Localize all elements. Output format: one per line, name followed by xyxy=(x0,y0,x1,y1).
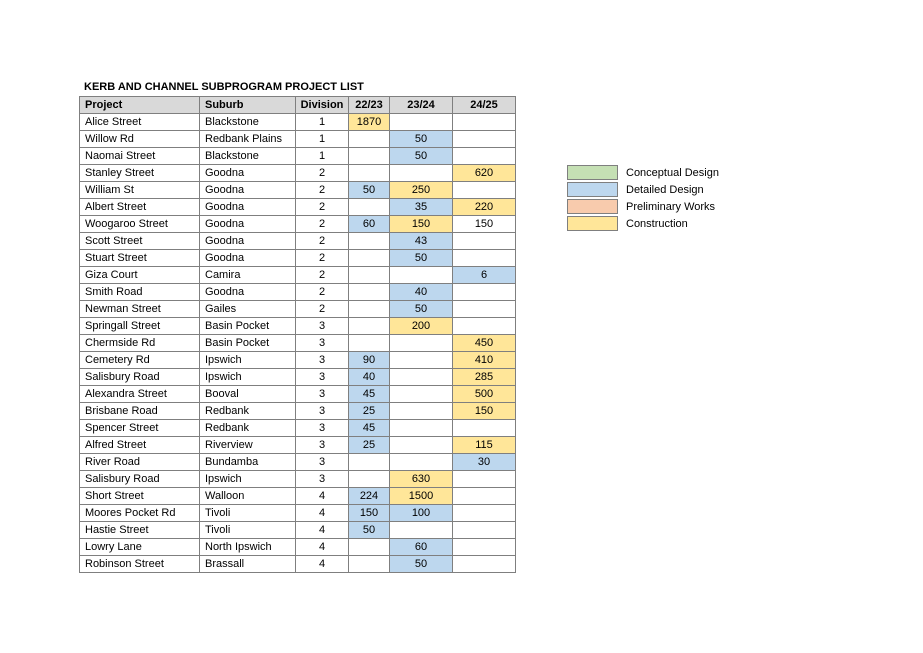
table-row xyxy=(80,165,516,182)
project-cell: Robinson Street xyxy=(80,556,200,573)
division-cell: 4 xyxy=(296,539,349,556)
division-cell: 4 xyxy=(296,505,349,522)
header-project: Project xyxy=(80,97,200,114)
year-22-23-cell: 50 xyxy=(349,182,390,199)
suburb-cell: Goodna xyxy=(200,165,296,182)
suburb-cell: Tivoli xyxy=(200,522,296,539)
year-23-24-cell xyxy=(390,454,453,471)
year-22-23-cell: 25 xyxy=(349,403,390,420)
suburb-cell: Redbank xyxy=(200,420,296,437)
suburb-cell: Redbank xyxy=(200,403,296,420)
legend-item-cd xyxy=(567,164,719,181)
project-cell: Scott Street xyxy=(80,233,200,250)
year-23-24-cell xyxy=(390,369,453,386)
year-23-24-cell xyxy=(390,267,453,284)
division-cell: 3 xyxy=(296,471,349,488)
project-cell: Lowry Lane xyxy=(80,539,200,556)
year-23-24-cell xyxy=(390,420,453,437)
year-22-23-cell xyxy=(349,335,390,352)
project-cell: Woogaroo Street xyxy=(80,216,200,233)
table-row xyxy=(80,318,516,335)
table-row xyxy=(80,454,516,471)
table-row xyxy=(80,148,516,165)
legend-swatch xyxy=(567,182,618,197)
year-23-24-cell xyxy=(390,165,453,182)
division-cell: 2 xyxy=(296,233,349,250)
suburb-cell: Goodna xyxy=(200,250,296,267)
project-cell: Hastie Street xyxy=(80,522,200,539)
table-row xyxy=(80,182,516,199)
year-22-23-cell xyxy=(349,471,390,488)
year-24-25-cell: 150 xyxy=(453,216,516,233)
division-cell: 2 xyxy=(296,250,349,267)
division-cell: 4 xyxy=(296,522,349,539)
suburb-cell: Goodna xyxy=(200,199,296,216)
table-row xyxy=(80,301,516,318)
year-22-23-cell: 25 xyxy=(349,437,390,454)
project-cell: Cemetery Rd xyxy=(80,352,200,369)
year-22-23-cell xyxy=(349,131,390,148)
year-24-25-cell: 410 xyxy=(453,352,516,369)
suburb-cell: Ipswich xyxy=(200,369,296,386)
year-24-25-cell xyxy=(453,250,516,267)
project-cell: Moores Pocket Rd xyxy=(80,505,200,522)
table-row xyxy=(80,216,516,233)
year-24-25-cell: 220 xyxy=(453,199,516,216)
year-22-23-cell xyxy=(349,233,390,250)
year-24-25-cell xyxy=(453,471,516,488)
table-row xyxy=(80,539,516,556)
year-22-23-cell xyxy=(349,267,390,284)
year-24-25-cell xyxy=(453,318,516,335)
table-body xyxy=(80,114,516,573)
legend-label: Preliminary Works xyxy=(626,200,716,213)
year-22-23-cell xyxy=(349,250,390,267)
suburb-cell: Blackstone xyxy=(200,148,296,165)
project-cell: Newman Street xyxy=(80,301,200,318)
project-cell: Stanley Street xyxy=(80,165,200,182)
suburb-cell: Redbank Plains xyxy=(200,131,296,148)
year-22-23-cell: 50 xyxy=(349,522,390,539)
year-22-23-cell: 45 xyxy=(349,386,390,403)
division-cell: 2 xyxy=(296,216,349,233)
project-cell: Short Street xyxy=(80,488,200,505)
page-title: KERB AND CHANNEL SUBPROGRAM PROJECT LIST xyxy=(84,81,364,93)
table-header-row xyxy=(80,97,516,114)
project-cell: Brisbane Road xyxy=(80,403,200,420)
year-22-23-cell xyxy=(349,454,390,471)
table-row xyxy=(80,369,516,386)
division-cell: 3 xyxy=(296,454,349,471)
year-23-24-cell: 250 xyxy=(390,182,453,199)
year-24-25-cell xyxy=(453,505,516,522)
table-row xyxy=(80,335,516,352)
year-24-25-cell xyxy=(453,284,516,301)
suburb-cell: Tivoli xyxy=(200,505,296,522)
header-division: Division xyxy=(296,97,349,114)
legend-label: Construction xyxy=(626,217,688,230)
project-cell: Smith Road xyxy=(80,284,200,301)
suburb-cell: Gailes xyxy=(200,301,296,318)
year-24-25-cell: 30 xyxy=(453,454,516,471)
year-22-23-cell xyxy=(349,199,390,216)
table-row xyxy=(80,403,516,420)
year-24-25-cell: 6 xyxy=(453,267,516,284)
table-row xyxy=(80,437,516,454)
year-23-24-cell: 43 xyxy=(390,233,453,250)
legend-swatch xyxy=(567,165,618,180)
division-cell: 3 xyxy=(296,369,349,386)
year-23-24-cell: 60 xyxy=(390,539,453,556)
year-22-23-cell: 150 xyxy=(349,505,390,522)
table-row xyxy=(80,556,516,573)
year-24-25-cell: 285 xyxy=(453,369,516,386)
suburb-cell: Booval xyxy=(200,386,296,403)
division-cell: 3 xyxy=(296,420,349,437)
year-24-25-cell: 150 xyxy=(453,403,516,420)
table-row xyxy=(80,420,516,437)
year-22-23-cell xyxy=(349,284,390,301)
table-row xyxy=(80,488,516,505)
year-22-23-cell: 60 xyxy=(349,216,390,233)
suburb-cell: Camira xyxy=(200,267,296,284)
year-24-25-cell xyxy=(453,556,516,573)
legend-label: Conceptual Design xyxy=(626,166,719,179)
year-23-24-cell: 40 xyxy=(390,284,453,301)
suburb-cell: Ipswich xyxy=(200,352,296,369)
division-cell: 2 xyxy=(296,182,349,199)
year-24-25-cell xyxy=(453,148,516,165)
suburb-cell: Ipswich xyxy=(200,471,296,488)
project-cell: Chermside Rd xyxy=(80,335,200,352)
division-cell: 3 xyxy=(296,352,349,369)
year-23-24-cell xyxy=(390,522,453,539)
year-24-25-cell xyxy=(453,420,516,437)
legend-item-pw xyxy=(567,198,719,215)
year-23-24-cell: 50 xyxy=(390,131,453,148)
year-23-24-cell xyxy=(390,403,453,420)
legend-item-co xyxy=(567,215,719,232)
year-23-24-cell xyxy=(390,386,453,403)
table-row xyxy=(80,233,516,250)
project-cell: Alexandra Street xyxy=(80,386,200,403)
year-23-24-cell: 100 xyxy=(390,505,453,522)
year-22-23-cell: 224 xyxy=(349,488,390,505)
year-23-24-cell: 50 xyxy=(390,556,453,573)
header-year-24-25: 24/25 xyxy=(453,97,516,114)
legend-swatch xyxy=(567,216,618,231)
project-cell: William St xyxy=(80,182,200,199)
suburb-cell: Riverview xyxy=(200,437,296,454)
year-23-24-cell: 200 xyxy=(390,318,453,335)
project-cell: Giza Court xyxy=(80,267,200,284)
division-cell: 2 xyxy=(296,301,349,318)
table-row xyxy=(80,199,516,216)
year-24-25-cell xyxy=(453,539,516,556)
division-cell: 3 xyxy=(296,386,349,403)
header-suburb: Suburb xyxy=(200,97,296,114)
year-24-25-cell: 115 xyxy=(453,437,516,454)
project-table xyxy=(79,96,516,573)
table-row xyxy=(80,250,516,267)
project-cell: Spencer Street xyxy=(80,420,200,437)
legend xyxy=(567,164,719,232)
division-cell: 2 xyxy=(296,267,349,284)
table-row xyxy=(80,505,516,522)
year-22-23-cell xyxy=(349,301,390,318)
suburb-cell: Walloon xyxy=(200,488,296,505)
suburb-cell: Goodna xyxy=(200,233,296,250)
project-cell: Salisbury Road xyxy=(80,471,200,488)
suburb-cell: Basin Pocket xyxy=(200,318,296,335)
division-cell: 4 xyxy=(296,488,349,505)
division-cell: 3 xyxy=(296,437,349,454)
division-cell: 4 xyxy=(296,556,349,573)
suburb-cell: Brassall xyxy=(200,556,296,573)
suburb-cell: Goodna xyxy=(200,216,296,233)
year-24-25-cell xyxy=(453,114,516,131)
year-23-24-cell: 630 xyxy=(390,471,453,488)
division-cell: 3 xyxy=(296,403,349,420)
project-cell: River Road xyxy=(80,454,200,471)
division-cell: 2 xyxy=(296,284,349,301)
table-row xyxy=(80,131,516,148)
project-cell: Alice Street xyxy=(80,114,200,131)
year-23-24-cell xyxy=(390,352,453,369)
year-24-25-cell xyxy=(453,131,516,148)
suburb-cell: Goodna xyxy=(200,182,296,199)
suburb-cell: Blackstone xyxy=(200,114,296,131)
year-24-25-cell: 500 xyxy=(453,386,516,403)
suburb-cell: Goodna xyxy=(200,284,296,301)
division-cell: 1 xyxy=(296,131,349,148)
year-23-24-cell: 1500 xyxy=(390,488,453,505)
project-cell: Willow Rd xyxy=(80,131,200,148)
suburb-cell: Basin Pocket xyxy=(200,335,296,352)
table-row xyxy=(80,284,516,301)
table-row xyxy=(80,114,516,131)
legend-swatch xyxy=(567,199,618,214)
year-24-25-cell xyxy=(453,233,516,250)
division-cell: 1 xyxy=(296,114,349,131)
year-22-23-cell xyxy=(349,318,390,335)
year-22-23-cell xyxy=(349,556,390,573)
year-24-25-cell: 620 xyxy=(453,165,516,182)
legend-item-dd xyxy=(567,181,719,198)
division-cell: 3 xyxy=(296,335,349,352)
year-22-23-cell: 90 xyxy=(349,352,390,369)
project-cell: Alfred Street xyxy=(80,437,200,454)
year-22-23-cell xyxy=(349,148,390,165)
project-cell: Naomai Street xyxy=(80,148,200,165)
project-cell: Springall Street xyxy=(80,318,200,335)
division-cell: 2 xyxy=(296,199,349,216)
division-cell: 1 xyxy=(296,148,349,165)
year-23-24-cell: 50 xyxy=(390,301,453,318)
year-22-23-cell: 40 xyxy=(349,369,390,386)
project-cell: Stuart Street xyxy=(80,250,200,267)
year-24-25-cell xyxy=(453,182,516,199)
table-row xyxy=(80,352,516,369)
table-row xyxy=(80,522,516,539)
suburb-cell: North Ipswich xyxy=(200,539,296,556)
year-23-24-cell: 50 xyxy=(390,250,453,267)
division-cell: 2 xyxy=(296,165,349,182)
year-24-25-cell: 450 xyxy=(453,335,516,352)
table-row xyxy=(80,386,516,403)
division-cell: 3 xyxy=(296,318,349,335)
project-cell: Albert Street xyxy=(80,199,200,216)
header-year-23-24: 23/24 xyxy=(390,97,453,114)
project-cell: Salisbury Road xyxy=(80,369,200,386)
year-23-24-cell xyxy=(390,437,453,454)
year-24-25-cell xyxy=(453,522,516,539)
header-year-22-23: 22/23 xyxy=(349,97,390,114)
year-23-24-cell: 35 xyxy=(390,199,453,216)
year-23-24-cell: 150 xyxy=(390,216,453,233)
year-24-25-cell xyxy=(453,488,516,505)
year-22-23-cell: 45 xyxy=(349,420,390,437)
year-23-24-cell xyxy=(390,335,453,352)
year-22-23-cell xyxy=(349,165,390,182)
year-24-25-cell xyxy=(453,301,516,318)
year-23-24-cell xyxy=(390,114,453,131)
suburb-cell: Bundamba xyxy=(200,454,296,471)
year-22-23-cell xyxy=(349,539,390,556)
year-22-23-cell: 1870 xyxy=(349,114,390,131)
table-row xyxy=(80,471,516,488)
legend-label: Detailed Design xyxy=(626,183,704,196)
year-23-24-cell: 50 xyxy=(390,148,453,165)
table-row xyxy=(80,267,516,284)
